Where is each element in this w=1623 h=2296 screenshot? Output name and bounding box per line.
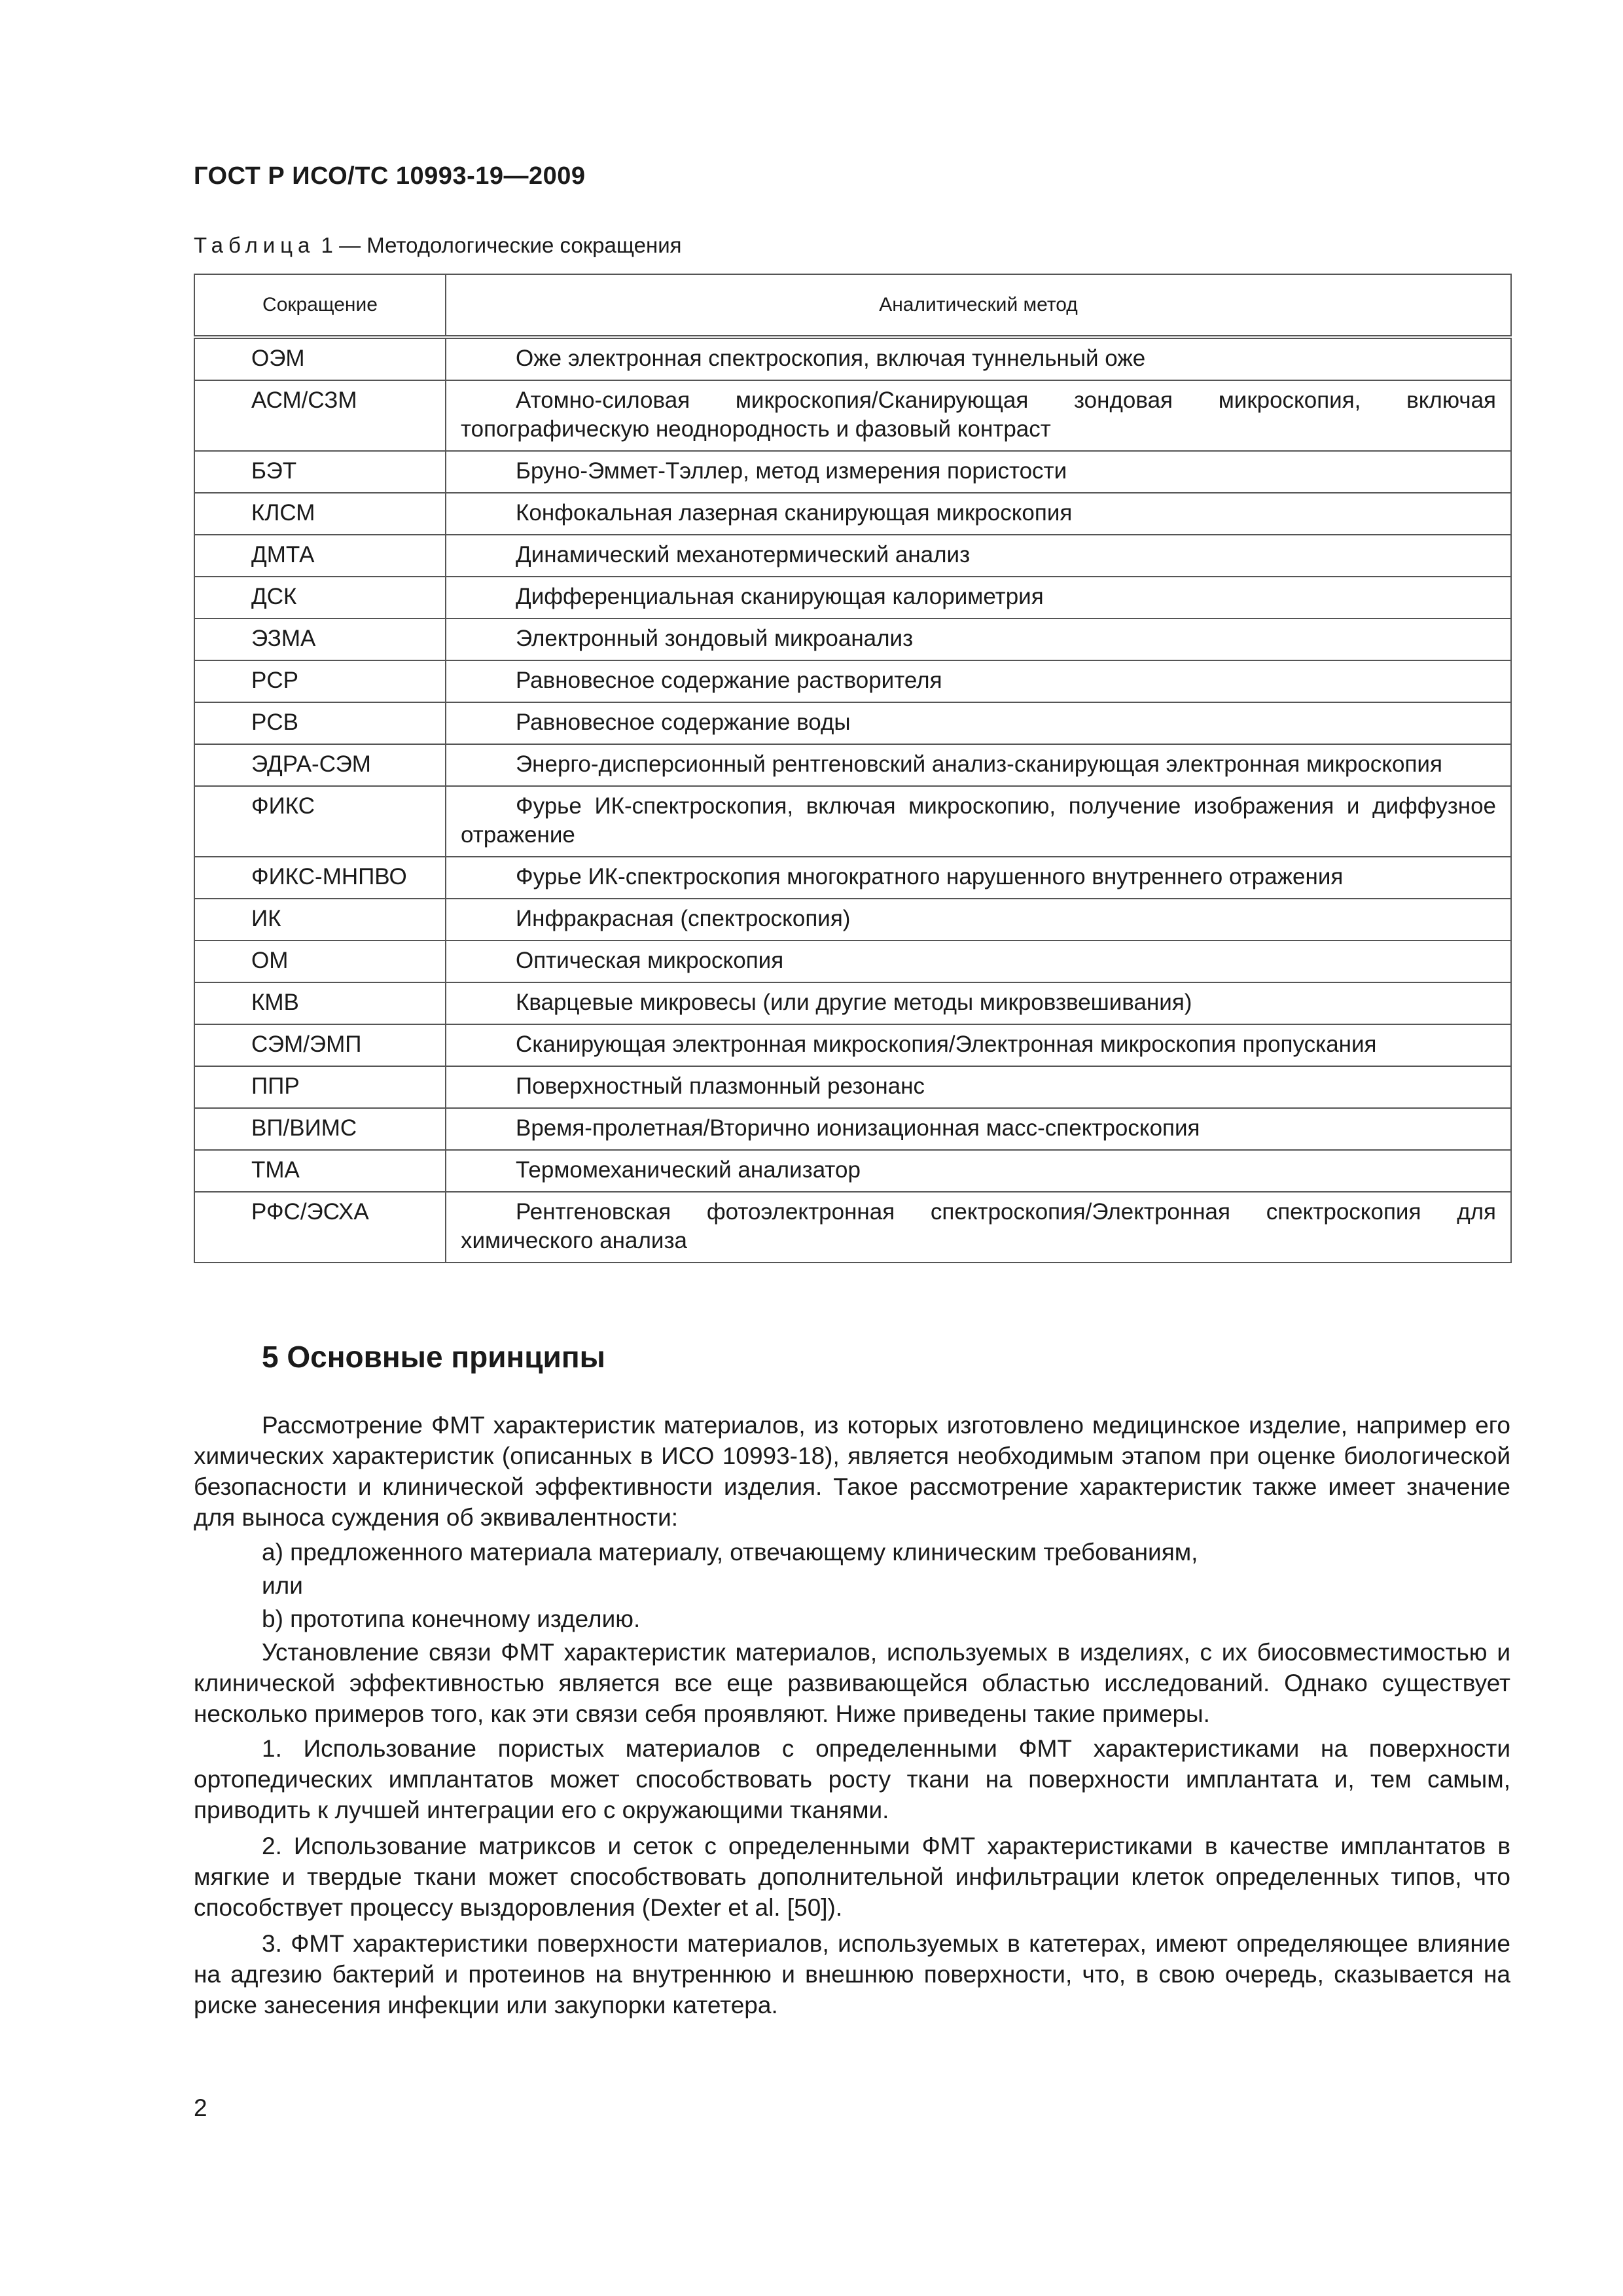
abbreviation-cell: РФС/ЭСХА — [194, 1192, 446, 1263]
table-row — [194, 899, 1511, 941]
abbreviation-cell: ОЭМ — [194, 337, 446, 380]
method-cell: Время-пролетная/Вторично ионизационная масс-спектроскопия — [446, 1108, 1511, 1150]
method-cell: Рентгеновская фотоэлектронная спектроскопия/Электронная спектроскопия для химического анализа — [446, 1192, 1511, 1263]
paragraph: Рассмотрение ФМТ характеристик материалов, из которых изготовлено медицинское изделие, например его химических характеристик (описанных в ИСО 10993-18), является необходимым этапом при оценке биологической безопасности и клинической эффективности изделия. Такое рассмотрение характеристик также имеет значение для выноса суждения об эквивалентности: — [194, 1412, 1510, 1531]
table-caption-text: 1 — Методологические сокращения — [315, 233, 682, 257]
method-cell: Энерго-дисперсионный рентгеновский анализ-сканирующая электронная микроскопия — [446, 744, 1511, 786]
method-cell: Электронный зондовый микроанализ — [446, 619, 1511, 660]
method-cell: Дифференциальная сканирующая калориметрия — [446, 577, 1511, 619]
method-cell: Фурье ИК-спектроскопия многократного нарушенного внутреннего отражения — [446, 857, 1511, 899]
abbreviation-cell: КЛСМ — [194, 493, 446, 535]
abbreviation-cell: ФИКС — [194, 786, 446, 857]
abbreviation-cell: ЭДРА-СЭМ — [194, 744, 446, 786]
table-row — [194, 786, 1511, 857]
method-cell: Сканирующая электронная микроскопия/Электронная микроскопия пропускания — [446, 1024, 1511, 1066]
abbreviation-cell: ДСК — [194, 577, 446, 619]
table-row — [194, 619, 1511, 660]
section-title: 5 Основные принципы — [262, 1340, 605, 1374]
page-number: 2 — [194, 2094, 207, 2121]
abbreviation-cell: АСМ/СЗМ — [194, 380, 446, 451]
list-item: b) прототипа конечному изделию. — [262, 1605, 641, 1632]
table-row — [194, 1024, 1511, 1066]
abbreviation-cell: ВП/ВИМС — [194, 1108, 446, 1150]
abbreviation-cell: КМВ — [194, 982, 446, 1024]
table-row — [194, 380, 1511, 451]
abbreviation-cell: ИК — [194, 899, 446, 941]
document-header: ГОСТ Р ИСО/ТС 10993-19—2009 — [194, 162, 586, 190]
abbreviation-cell: ОМ — [194, 941, 446, 982]
method-cell: Атомно-силовая микроскопия/Сканирующая зондовая микроскопия, включая топографическую неоднородность и фазовый контраст — [446, 380, 1511, 451]
abbreviation-cell: ДМТА — [194, 535, 446, 577]
list-item: a) предложенного материала материалу, отвечающему клиническим требованиям, — [262, 1539, 1198, 1566]
abbreviation-cell: СЭМ/ЭМП — [194, 1024, 446, 1066]
table-row — [194, 660, 1511, 702]
table-row — [194, 1192, 1511, 1263]
table-caption — [194, 233, 682, 258]
method-cell: Динамический механотермический анализ — [446, 535, 1511, 577]
method-cell: Бруно-Эммет-Тэллер, метод измерения пористости — [446, 451, 1511, 493]
table-row — [194, 941, 1511, 982]
table-row — [194, 1150, 1511, 1192]
method-cell: Равновесное содержание воды — [446, 702, 1511, 744]
method-cell: Равновесное содержание растворителя — [446, 660, 1511, 702]
table-row — [194, 744, 1511, 786]
table-row — [194, 577, 1511, 619]
method-cell: Инфракрасная (спектроскопия) — [446, 899, 1511, 941]
paragraph: Установление связи ФМТ характеристик материалов, используемых в изделиях, с их биосовместимостью и клинической эффективностью является все еще развивающейся областью исследований. Однако существует несколько примеров того, как эти связи себя проявляют. Ниже приведены такие примеры. — [194, 1639, 1510, 1727]
method-cell: Оптическая микроскопия — [446, 941, 1511, 982]
table-row — [194, 857, 1511, 899]
table-row — [194, 337, 1511, 380]
table-row — [194, 493, 1511, 535]
method-cell: Кварцевые микровесы (или другие методы микровзвешивания) — [446, 982, 1511, 1024]
table-row — [194, 702, 1511, 744]
table-caption-label: Таблица — [194, 233, 315, 257]
abbreviation-cell: PCB — [194, 702, 446, 744]
table-row — [194, 1108, 1511, 1150]
numbered-example: 1. Использование пористых материалов с определенными ФМТ характеристиками на поверхности ортопедических имплантатов может способствовать росту ткани на поверхности имплантата и, тем самым, приводить к лучшей интеграции его с окружающими тканями. — [194, 1735, 1510, 1823]
abbreviation-cell: ФИКС-МНПВО — [194, 857, 446, 899]
table-row — [194, 535, 1511, 577]
table-row — [194, 1066, 1511, 1108]
method-cell: Термомеханический анализатор — [446, 1150, 1511, 1192]
column-header-method: Аналитический метод — [446, 274, 1511, 337]
method-cell: Оже электронная спектроскопия, включая туннельный оже — [446, 337, 1511, 380]
abbreviations-table — [194, 274, 1512, 1263]
section-body — [194, 1410, 1510, 2026]
abbreviation-cell: ЭЗМА — [194, 619, 446, 660]
method-cell: Фурье ИК-спектроскопия, включая микроскопию, получение изображения и диффузное отражение — [446, 786, 1511, 857]
method-cell: Конфокальная лазерная сканирующая микроскопия — [446, 493, 1511, 535]
table-row — [194, 451, 1511, 493]
abbreviation-cell: ТМА — [194, 1150, 446, 1192]
numbered-example: 3. ФМТ характеристики поверхности материалов, используемых в катетерах, имеют определяющее влияние на адгезию бактерий и протеинов на внутреннюю и внешнюю поверхности, что, в свою очередь, сказывается на риске занесения инфекции или закупорки катетера. — [194, 1930, 1510, 2018]
table-header-row — [194, 274, 1511, 337]
abbreviation-cell: PCP — [194, 660, 446, 702]
abbreviation-cell: ППР — [194, 1066, 446, 1108]
method-cell: Поверхностный плазмонный резонанс — [446, 1066, 1511, 1108]
column-header-abbreviation: Сокращение — [194, 274, 446, 337]
list-item: или — [262, 1572, 303, 1599]
abbreviation-cell: БЭТ — [194, 451, 446, 493]
numbered-example: 2. Использование матриксов и сеток с определенными ФМТ характеристиками в качестве имплантатов в мягкие и твердые ткани может способствовать дополнительной инфильтрации клеток определенных типов, что способствует процессу выздоровления (Dexter et al. [50]). — [194, 1833, 1510, 1921]
table-row — [194, 982, 1511, 1024]
